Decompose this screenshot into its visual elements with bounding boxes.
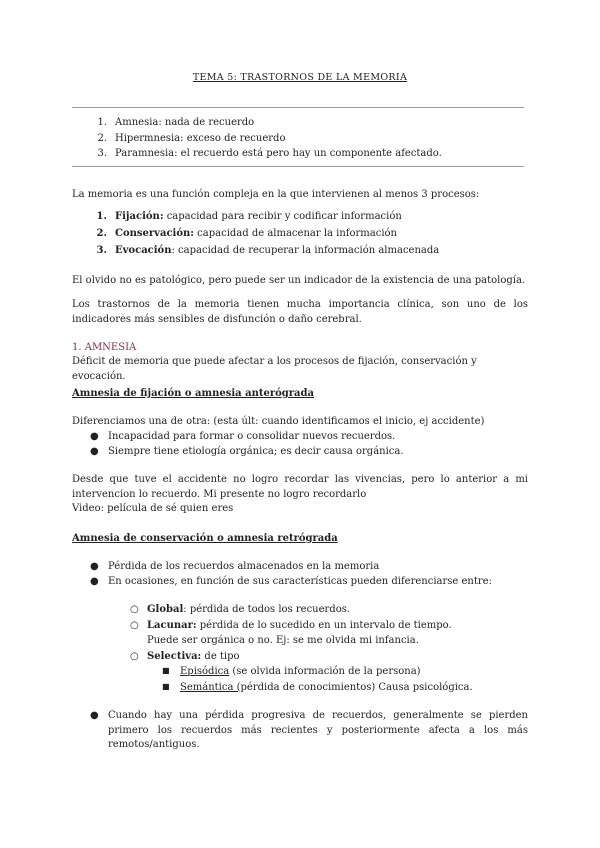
- list-text: Amnesia: nada de recuerdo: [115, 117, 255, 128]
- list-number: 3.: [96, 245, 107, 256]
- retrograda-bullets: [72, 560, 528, 590]
- bullet-text: Cuando hay una pérdida progresiva de recuerdos, generalmente se pierden primero los recuerdos más recientes y posteriormente afecta a los más remotos/antiguos.: [108, 710, 528, 750]
- subheading-anterograda: Amnesia de fijación o amnesia anterógrada: [72, 388, 314, 399]
- list-item-continuation: Puede ser orgánica o no. Ej: se me olvida mi infancia.: [147, 635, 419, 646]
- process-list: [72, 210, 512, 261]
- circle-bullet-icon: ○: [130, 604, 139, 615]
- list-number: 2.: [97, 132, 107, 144]
- subtype-term: Semántica (: [180, 681, 241, 693]
- list-item: [72, 560, 528, 575]
- type-term: Selectiva:: [147, 650, 202, 662]
- list-text: Hipermnesia: exceso de recuerdo: [115, 132, 286, 144]
- retrograda-types: [72, 603, 528, 665]
- bullet-text: Siempre tiene etiología orgánica; es decir causa orgánica.: [108, 446, 404, 457]
- list-item: [72, 430, 528, 445]
- process-term: Fijación:: [115, 211, 164, 222]
- bullet-text: Pérdida de los recuerdos almacenados en la memoria: [108, 561, 380, 572]
- list-item: [72, 619, 528, 635]
- bullet-icon: ●: [90, 710, 99, 721]
- list-item: [72, 244, 512, 261]
- list-text: Paramnesia: el recuerdo está pero hay un componente afectado.: [115, 148, 442, 159]
- list-item: [72, 665, 528, 681]
- bullet-icon: ●: [90, 431, 99, 442]
- subheading-retrograda: Amnesia de conservación o amnesia retrógrada: [72, 533, 338, 544]
- bullet-icon: ●: [90, 576, 99, 587]
- list-item: [72, 132, 512, 148]
- bullet-icon: ●: [90, 561, 99, 572]
- type-text: de tipo: [201, 650, 240, 662]
- bottom-divider: [72, 166, 524, 167]
- process-text: capacidad de almacenar la información: [193, 228, 397, 239]
- list-item: [72, 575, 528, 590]
- bullet-text: En ocasiones, en función de sus características pueden diferenciarse entre:: [108, 576, 492, 587]
- list-number: 1.: [97, 117, 107, 128]
- subtype-text: pérdida de conocimientos) Causa psicológica.: [240, 681, 473, 693]
- list-item: [72, 445, 528, 460]
- type-term: Global: [147, 604, 184, 615]
- list-item: [72, 227, 512, 244]
- type-text: pérdida de lo sucedido en un intervalo de tiempo.: [196, 619, 452, 631]
- bullet-text: Incapacidad para formar o consolidar nuevos recuerdos.: [108, 431, 396, 442]
- process-text: capacidad para recibir y codificar información: [163, 211, 402, 222]
- type-text: : pérdida de todos los recuerdos.: [183, 604, 351, 615]
- anterograda-bullets: [72, 430, 528, 460]
- section-heading-amnesia: 1. AMNESIA: [72, 342, 137, 353]
- list-item: [72, 210, 512, 227]
- bullet-icon: ●: [90, 446, 99, 457]
- list-item: [72, 603, 528, 619]
- list-item: [72, 650, 528, 666]
- circle-bullet-icon: ○: [130, 650, 139, 662]
- amnesia-definition: Déficit de memoria que puede afectar a los procesos de fijación, conservación y evocación.: [72, 356, 477, 382]
- page-title: TEMA 5: TRASTORNOS DE LA MEMORIA: [192, 72, 408, 83]
- list-item: [72, 147, 512, 163]
- process-text: : capacidad de recuperar la información almacenada: [171, 245, 440, 256]
- final-bullet: [72, 709, 528, 753]
- process-term: Evocación: [115, 245, 172, 256]
- trastornos-paragraph: Los trastornos de la memoria tienen mucha importancia clínica, son uno de los indicadores más sensibles de disfunción o daño cerebral.: [72, 299, 528, 325]
- square-bullet-icon: ■: [162, 666, 170, 675]
- subtype-term: Episódica: [180, 666, 230, 677]
- intro-paragraph: La memoria es una función compleja en la que intervienen al menos 3 procesos:: [72, 189, 480, 200]
- summary-list: [72, 116, 512, 163]
- type-term: Lacunar:: [147, 619, 197, 631]
- anterograda-intro: Diferenciamos una de otra: (esta últ: cuando identificamos el inicio, ej accidente): [72, 416, 485, 427]
- selectiva-subtypes: [72, 665, 528, 696]
- anterograda-example: Desde que tuve el accidente no logro recordar las vivencias, pero lo anterior a mi intervencion lo recuerdo. Mi presente no logro recordarlo: [72, 474, 528, 500]
- list-number: 1.: [96, 211, 107, 222]
- square-bullet-icon: ■: [162, 681, 170, 691]
- circle-bullet-icon: ○: [130, 619, 139, 631]
- olvido-paragraph: El olvido no es patológico, pero puede ser un indicador de la existencia de una patología.: [72, 275, 526, 286]
- list-item: [72, 681, 528, 697]
- list-number: 3.: [97, 148, 107, 159]
- list-number: 2.: [96, 228, 107, 239]
- process-term: Conservación:: [115, 228, 194, 239]
- anterograda-video: Video: película de sé quien eres: [72, 503, 234, 514]
- subtype-text: (se olvida información de la persona): [229, 666, 421, 677]
- top-divider: [72, 107, 524, 108]
- list-item: [72, 116, 512, 132]
